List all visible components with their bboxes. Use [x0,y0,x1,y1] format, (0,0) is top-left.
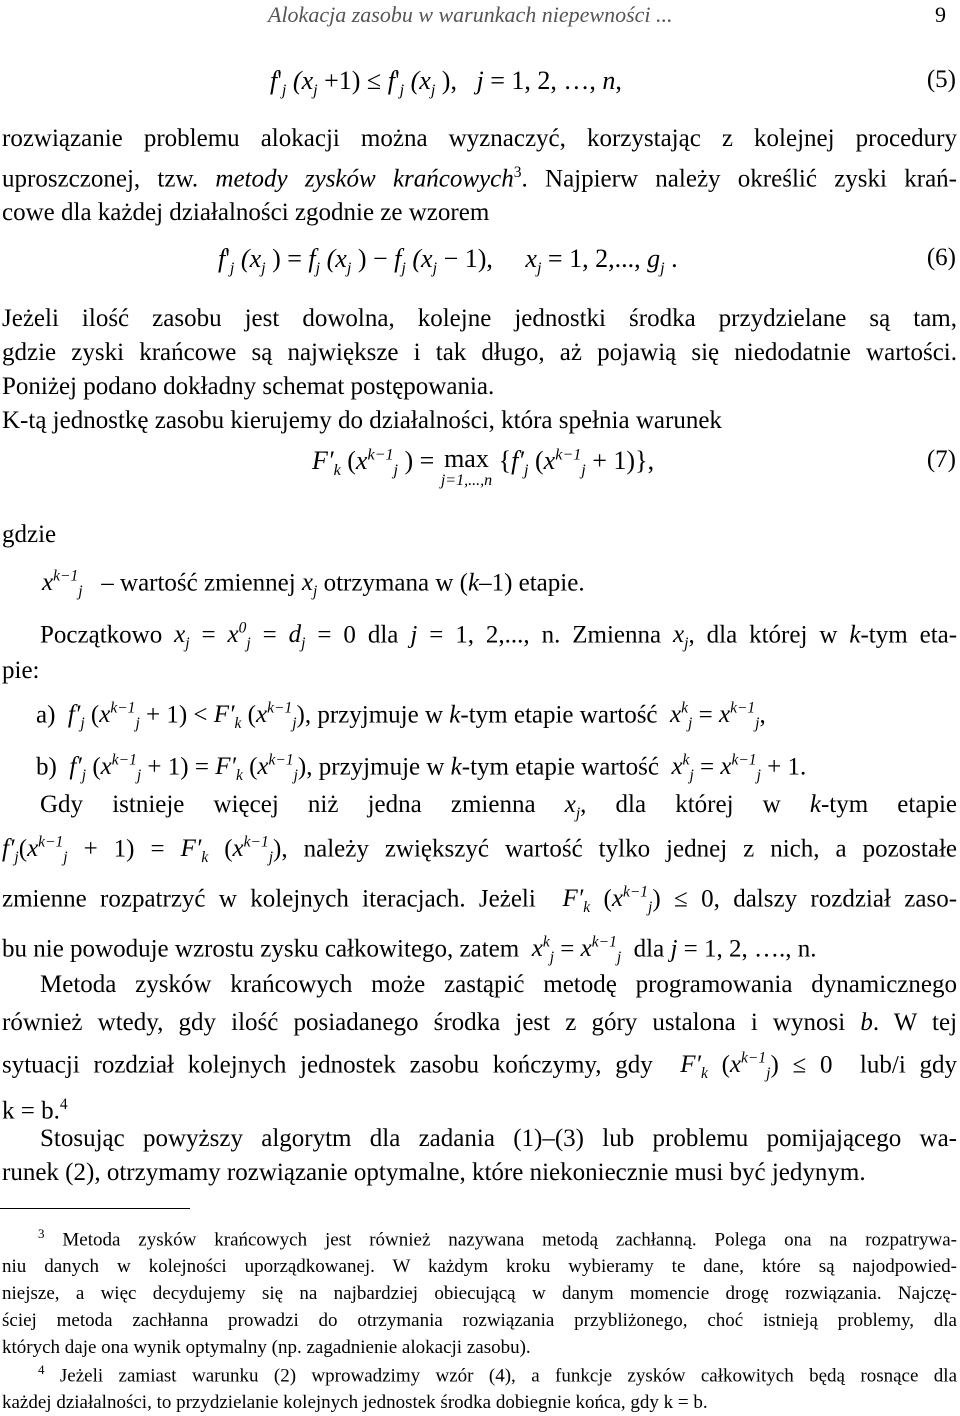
metoda-line-4: k = b.$^4$ [2,1096,68,1125]
running-title: Alokacja zasobu w warunkach niepewności ... [268,2,673,27]
text-line: uproszczonej, tzw. metody zysków krańcowych$^3$. Najpierw należy określić zyski krań- [2,164,957,193]
text-line: cowe dla każdej działalności zgodnie ze wzorem [2,199,490,227]
equation-number: (6) [926,244,956,271]
equation-6: $f'_j$ ($x_j$ ) = $f_j$ ($x_j$ ) − $f_j$ $(x_j - 1)$, $x_j = 1$, 2,..., $g_j$ . (6) [218,244,956,278]
text-line: Poniżej podano dokładny schemat postępowania. [2,373,495,400]
stosujac-line-1: Stosując powyższy algorytm dla zadania (1)–(3) lub problemu pomijającego wa- [40,1125,957,1152]
case-b: b) $f'_j$ $(x^{k-1}_j + 1) = F'_k$ $(x^{k-1}_j)$, przyjmuje w k-tym etapie wartość $x^k_j = x^{k-1}_j + 1$. [36,752,807,785]
equation-number: (7) [926,446,956,473]
footnote-line: ściej metoda zachłanna prowadzi do otrzymania rozwiązania przybliżonego, choć istnieją problemy, dla [2,1310,957,1332]
gdy-line-4: bu nie powoduje wzrostu zysku całkowitego, zatem $x^k_j = x^{k-1}_j$ dla j = 1, 2, …., n. [2,934,817,967]
text-line: gdzie zyski krańcowe są największe i tak długo, aż pojawią się niedodatnie wartości. [2,339,957,366]
gdy-line-2: $f'_j(x^{k-1}_j + 1) = F'_k$ $(x^{k-1}_j)$, należy zwiększyć wartość tylko jednej z nich, a pozostałe [2,834,957,867]
paragraph-procedure [2,302,957,438]
pie-label: pie: [2,657,40,684]
footnote-line: niejsze, a więc decydujemy się na najbardziej obiecującą w danym momencie drogę rozwiązania. Najczę- [2,1283,957,1305]
footnote-3 [2,1220,957,1361]
equation-number: (5) [926,66,956,93]
footnote-rule [0,1208,190,1209]
initial-values-line: Początkowo $x_j = x^0_j = d_j = 0$ dla j = 1, 2,..., n. Zmienna $x_j$, dla której w k-tym eta- [40,620,958,653]
equation-7: $F'_k$ ($x^{k-1}_j$ ) = max j=1,...,n {$f'_j$ $(x^{k-1}_j + 1)$}, (7) [312,444,956,489]
footnote-4 [2,1356,957,1416]
footnote-line: $^4$ Jeżeli zamiast warunku (2) wprowadzimy wzór (4), a funkcje zysków całkowitych będą rosnące dla [38,1362,958,1387]
text-line: rozwiązanie problemu alokacji można wyznaczyć, korzystając z kolejnej procedury [2,125,957,152]
text-line: K-tą jednostkę zasobu kierujemy do działalności, która spełnia warunek [2,407,722,434]
metoda-line-1: Metoda zysków krańcowych może zastąpić metodę programowania dynamicznego [40,971,957,998]
gdzie-label: gdzie [2,521,57,548]
footnote-line: niu danych w kolejności uporządkowanej. W każdym kroku wybieramy te dane, które są najodpowied- [2,1256,957,1278]
metoda-line-3: sytuacji rozdział kolejnych jednostek zasobu kończymy, gdy $F'_k$ $(x^{k-1}_j) \le 0$ lub/i gdy [2,1050,957,1083]
footnote-line: każdej działalności, to przydzielanie kolejnych jednostek środka dobiegnie końca, gdy k = b. [2,1392,708,1414]
stosujac-line-2: runek (2), otrzymamy rozwiązanie optymalne, które niekoniecznie musi być jedynym. [2,1159,866,1186]
running-header [0,2,952,26]
gdy-line-3: zmienne rozpatrzyć w kolejnych iteracjach. Jeżeli $F'_k$ $(x^{k-1}_j) \le 0$, dalszy rozdział zaso- [2,884,958,917]
gdy-line-1: Gdy istnieje więcej niż jedna zmienna $x_j$, dla której w k-tym etapie [40,791,957,822]
text-line: Jeżeli ilość zasobu jest dowolna, kolejne jednostki środka przydzielane są tam, [2,305,957,332]
paragraph-intro [2,122,957,230]
footnote-line: $^3$ Metoda zysków krańcowych jest również nazywana metodą zachłanną. Polega ona na rozpatrywa- [38,1226,958,1251]
metoda-line-2: również wtedy, gdy ilość posiadanego środka jest z góry ustalona i wynosi b. W tej [2,1009,958,1036]
case-a: a) $f'_j$ $(x^{k-1}_j + 1) < F'_k$ $(x^{k-1}_j)$, przyjmuje w k-tym etapie wartość $x^k_j = x^{k-1}_j$, [36,700,766,733]
variable-definition: $x^{k-1}_j$ – wartość zmiennej $x_j$ otrzymana w (k–1) etapie. [42,568,585,601]
footnote-line: których daje ona wynik optymalny (np. zagadnienie alokacji zasobu). [2,1337,531,1359]
page-number: 9 [935,2,946,27]
equation-5: $f'_j$ $(x_j +1) \le f'_j$ ($x_j$ ), j = 1, 2, …, n, (5) [270,66,956,100]
